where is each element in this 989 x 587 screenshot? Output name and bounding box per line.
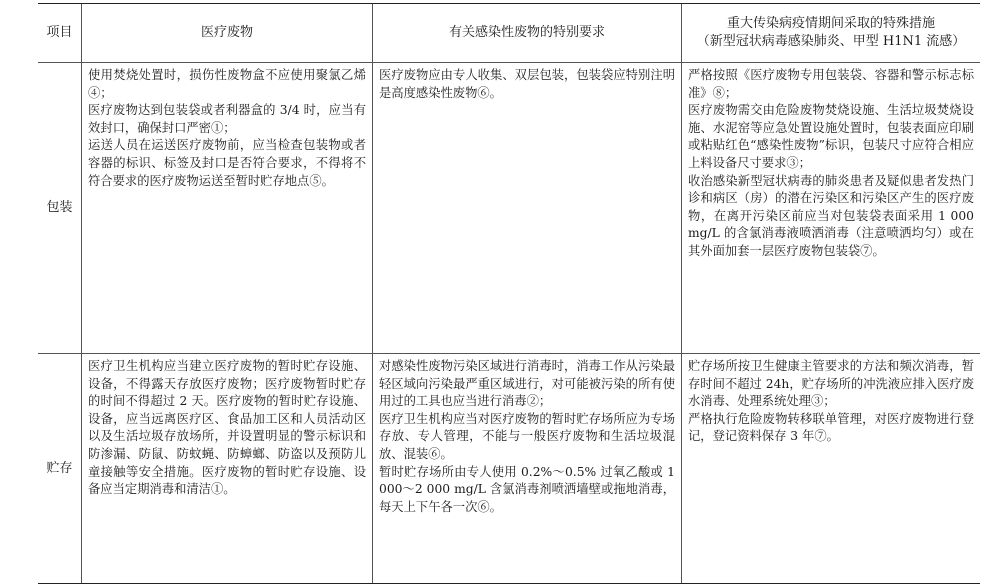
packaging-infectious-para: 医疗废物应由专人收集、双层包装，包装袋应特别注明是高度感染性废物⑥。 [379, 68, 675, 100]
storage-special-cell [681, 354, 980, 583]
table-header-row [38, 4, 980, 62]
header-item [38, 4, 81, 62]
storage-infectious-para: 医疗卫生机构应当对医疗废物的暂时贮存场所应为专场存放、专人管理，不能与一般医疗废物和生活垃圾混放、混装⑥。 [379, 411, 675, 461]
measures-table [38, 3, 980, 584]
storage-infectious-cell [372, 354, 681, 583]
packaging-infectious-cell [372, 63, 681, 353]
row-label-storage: 贮存 [46, 460, 73, 476]
packaging-waste-para: 使用焚烧处置时，损伤性废物盒不应使用聚氯乙烯④； [88, 68, 366, 100]
storage-infectious-para: 暂时贮存场所由专人使用 0.2%～0.5% 过氧乙酸或 1 000～2 000 mg/L 含氯消毒剂喷洒墙壁或拖地消毒，每天上下午各一次⑥。 [379, 464, 675, 514]
header-waste [81, 4, 372, 62]
table-row-packaging [38, 62, 980, 353]
header-special [681, 4, 980, 62]
header-item-text: 项目 [46, 25, 73, 40]
header-special-line2: （新型冠状病毒感染肺炎、甲型 H1N1 流感） [696, 34, 966, 49]
storage-special-para: 严格执行危险废物转移联单管理，对医疗废物进行登记，登记资料保存 3 年⑦。 [688, 411, 974, 444]
storage-special-para: 贮存场所按卫生健康主管要求的方法和频次消毒，暂存时间不超过 24h，贮存场所的冲洗液应排入医疗废水消毒、处理系统处理③； [688, 359, 974, 409]
packaging-waste-para: 运送人员在运送医疗废物前，应当检查包装物或者容器的标识、标签及封口是否符合要求，不得将不符合要求的医疗废物运送至暂时贮存地点⑤。 [88, 138, 366, 188]
storage-waste-para: 医疗卫生机构应当建立医疗废物的暂时贮存设施、设备，不得露天存放医疗废物；医疗废物暂时贮存的时间不得超过 2 天。医疗废物的暂时贮存设施、设备，应当远离医疗区、食品加工区和人员活动区以及生活垃圾存放场所，并设置明显的警示标识和防渗漏、防鼠、防蚊蝇、防蟑螂、防盗以及预防儿童接触等安全措施。医疗废物的暂时贮存设施、设备应当定期消毒和清洁①。 [88, 359, 366, 497]
header-infectious-text: 有关感染性废物的特别要求 [448, 25, 605, 40]
packaging-special-para: 收治感染新型冠状病毒的肺炎患者及疑似患者发热门诊和病区（房）的潜在污染区和污染区产生的医疗废物，在离开污染区前应当对包装袋表面采用 1 000 mg/L 的含氯消毒液喷洒消毒（注意喷洒均匀）或在其外面加套一层医疗废物包装袋⑦。 [688, 173, 974, 258]
storage-infectious-para: 对感染性废物污染区域进行消毒时，消毒工作从污染最轻区域向污染最严重区域进行，对可能被污染的所有使用过的工具也应当进行消毒②； [379, 359, 675, 409]
packaging-special-cell [681, 63, 980, 353]
header-special-line1: 重大传染病疫情期间采取的特殊措施 [726, 16, 935, 31]
header-waste-text: 医疗废物 [200, 25, 253, 40]
packaging-waste-cell [81, 63, 372, 353]
table-row-storage [38, 353, 980, 583]
header-infectious [372, 4, 681, 62]
storage-waste-cell [81, 354, 372, 583]
packaging-special-para: 医疗废物需交由危险废物焚烧设施、生活垃圾焚烧设施、水泥窑等应急处置设施处置时，包装表面应印刷或粘贴红色“感染性废物”标识，包装尺寸应符合相应上料设备尺寸要求③； [688, 103, 974, 170]
packaging-special-para: 严格按照《医疗废物专用包装袋、容器和警示标志标准》⑧； [688, 68, 974, 100]
row-label-packaging: 包装 [46, 200, 73, 216]
packaging-waste-para: 医疗废物达到包装袋或者利器盒的 3/4 时，应当有效封口，确保封口严密①； [88, 103, 366, 135]
